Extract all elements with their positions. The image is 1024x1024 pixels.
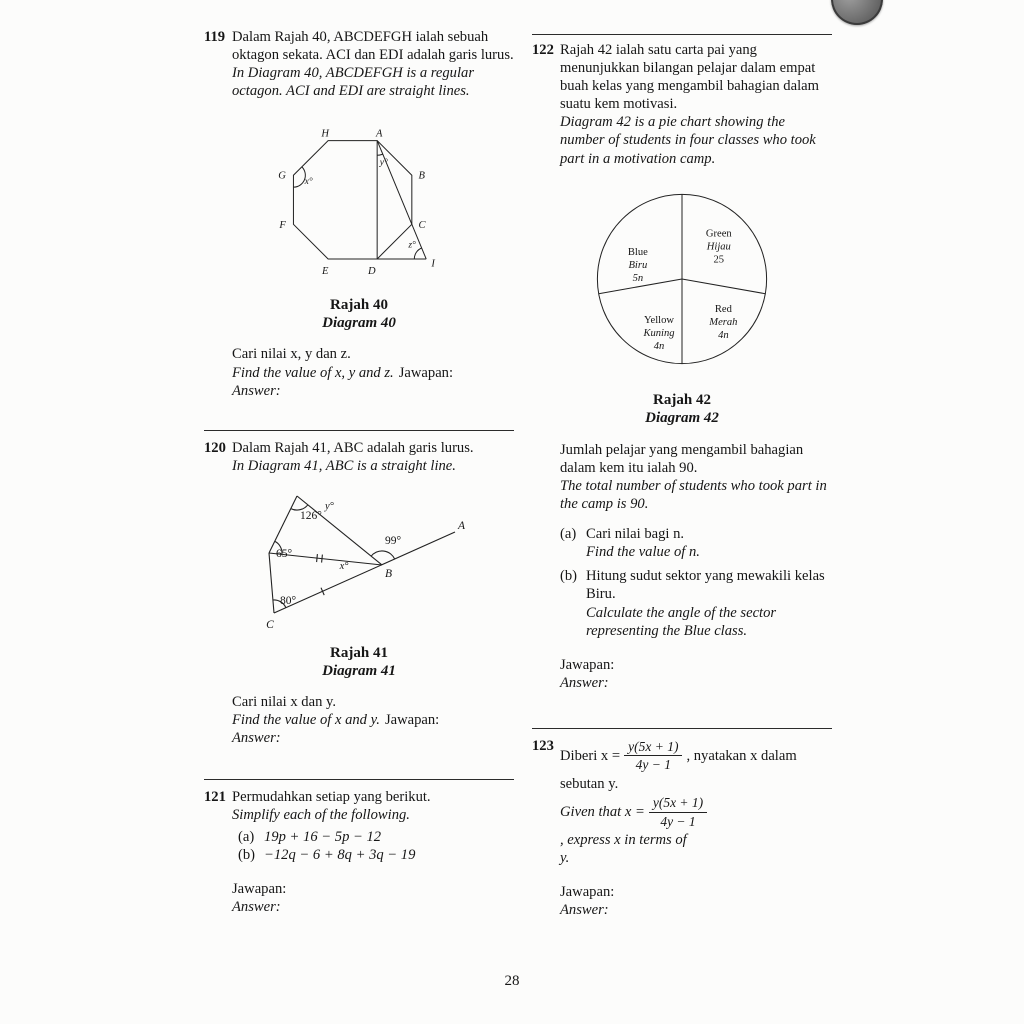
vertex-label-c: C — [418, 220, 426, 232]
sector-blue-name: Blue — [627, 246, 648, 258]
sector-red-value: 4n — [718, 329, 729, 341]
task-english: Find the value of x, y and z. — [232, 364, 394, 381]
sector-red-name-ms: Merah — [709, 316, 738, 328]
point-label-b: B — [384, 567, 392, 580]
question-122-answer — [560, 656, 832, 692]
vertex-label-g: G — [277, 171, 286, 183]
sector-green-name: Green — [705, 228, 732, 240]
item-b — [560, 567, 832, 639]
given-english: Given that x = — [560, 803, 645, 820]
state-malay: , nyatakan x dalam — [686, 747, 797, 764]
item-b-english: Calculate the angle of the sector representing the Blue class. — [586, 604, 777, 639]
section-divider — [204, 430, 514, 431]
jawapan-label: Jawapan: — [232, 880, 287, 897]
answer-label: Answer: — [232, 898, 281, 915]
item-b-malay: Hitung sudut sektor yang mewakili kelas Biru. — [586, 568, 825, 603]
answer-label: Answer: — [560, 902, 609, 919]
caption-english: Diagram 41 — [322, 663, 396, 680]
section-divider — [532, 34, 832, 35]
question-119-task — [232, 345, 514, 399]
fraction — [649, 795, 707, 829]
question-121-items — [238, 828, 514, 864]
question-122-number: 122 — [532, 42, 554, 58]
item-b-label: (b) — [238, 846, 256, 863]
jawapan-label: Jawapan: — [398, 364, 454, 381]
answer-label: Answer: — [232, 730, 281, 747]
question-120-number: 120 — [204, 439, 226, 456]
question-119 — [204, 28, 514, 400]
question-119-text-malay: Dalam Rajah 40, ABCDEFGH ialah sebuah oktagon sekata. ACI dan EDI adalah garis lurus. — [232, 29, 514, 64]
angles-diagram — [252, 483, 467, 635]
sector-red-name: Red — [714, 303, 732, 315]
question-123 — [532, 737, 832, 920]
note-english: The total number of students who took part in the camp is 90. — [560, 477, 827, 513]
question-121-text-malay: Permudahkan setiap yang berikut. — [232, 789, 431, 806]
vertex-label-i: I — [430, 258, 435, 270]
question-123-malay-cont: sebutan y. — [560, 775, 619, 792]
angle-z-label: z° — [407, 239, 416, 251]
question-120-text-english: In Diagram 41, ABC is a straight line. — [232, 457, 456, 474]
item-a — [560, 525, 832, 561]
item-a-expression: 19p + 16 − 5p − 12 — [264, 828, 382, 845]
pie-shape — [597, 194, 766, 363]
diagram-41-caption — [204, 644, 514, 680]
angle-80-label: 80° — [279, 594, 296, 607]
question-119-number: 119 — [204, 29, 226, 45]
octagon-diagram — [252, 108, 467, 287]
section-divider — [204, 779, 514, 780]
diagram-40-caption — [204, 296, 514, 332]
caption-malay: Rajah 42 — [653, 391, 711, 408]
question-120-task — [232, 693, 514, 747]
diagram-41-figure — [204, 483, 514, 640]
question-121 — [204, 788, 514, 916]
vertex-label-e: E — [321, 266, 328, 278]
question-122-text-english: Diagram 42 is a pie chart showing the number of students in four classes who took part in a motivation camp. — [560, 114, 816, 167]
question-120-text-malay: Dalam Rajah 41, ABC adalah garis lurus. — [232, 439, 474, 456]
diagram-40-figure — [204, 108, 514, 292]
fraction-numerator: y(5x + 1) — [649, 795, 707, 813]
diagram-42-figure — [532, 176, 832, 387]
diagram-42-caption — [532, 391, 832, 427]
question-123-english-cont: y. — [560, 850, 570, 867]
caption-malay: Rajah 40 — [330, 297, 388, 314]
note-malay: Jumlah pelajar yang mengambil bahagian dalam kem itu ialah 90. — [560, 441, 804, 476]
question-121-text-english: Simplify each of the following. — [232, 807, 410, 824]
sector-yellow-name-ms: Kuning — [643, 327, 675, 339]
fraction-numerator: y(5x + 1) — [624, 739, 682, 757]
sector-green-value: 25 — [713, 254, 725, 266]
question-122-text-malay: Rajah 42 ialah satu carta pai yang menunjukkan bilangan pelajar dalam empat buah kelas yang mengambil bahagian dalam suatu kem motivasi. — [560, 42, 819, 113]
right-column — [532, 34, 832, 919]
state-english: , express x in terms of — [560, 832, 687, 849]
angle-126-label: 126° — [299, 509, 322, 522]
vertex-label-h: H — [320, 129, 329, 141]
jawapan-label: Jawapan: — [560, 884, 615, 901]
sector-blue-value: 5n — [632, 272, 644, 284]
jawapan-label: Jawapan: — [384, 712, 440, 729]
angle-x-label: x° — [339, 560, 348, 572]
sector-yellow-value: 4n — [653, 340, 665, 352]
task-malay: Cari nilai x, y dan z. — [232, 346, 351, 363]
section-divider — [532, 728, 832, 729]
jawapan-label: Jawapan: — [560, 656, 615, 673]
question-119-text-english: In Diagram 40, ABCDEFGH is a regular octagon. ACI and EDI are straight lines. — [232, 65, 475, 100]
fraction-denominator: 4y − 1 — [635, 757, 671, 773]
given-malay: Diberi x = — [560, 747, 621, 764]
octagon-shape — [293, 141, 426, 259]
angle-x-label: x° — [304, 176, 313, 188]
point-label-c: C — [265, 618, 274, 631]
item-b-expression: −12q − 6 + 8q + 3q − 19 — [264, 846, 416, 863]
sector-yellow-name: Yellow — [643, 314, 675, 326]
corner-sticker — [831, 0, 883, 25]
angle-y-label: y° — [379, 157, 388, 169]
item-a-label: (a) — [238, 828, 255, 845]
answer-label: Answer: — [560, 674, 609, 691]
item-b-label: (b) — [560, 568, 578, 585]
angle-99-label: 99° — [384, 534, 401, 547]
question-123-number: 123 — [532, 737, 554, 754]
item-a-english: Find the value of n. — [586, 544, 700, 561]
sector-blue-name-ms: Biru — [628, 259, 648, 271]
question-121-number: 121 — [204, 789, 226, 806]
angles-shape — [269, 496, 455, 613]
page-number: 28 — [504, 973, 520, 989]
vertex-label-d: D — [367, 266, 376, 278]
fraction-denominator: 4y − 1 — [660, 813, 696, 829]
item-a — [238, 828, 514, 846]
question-123-answer — [560, 883, 832, 919]
left-column — [204, 28, 514, 916]
item-a-label: (a) — [560, 526, 577, 543]
question-122 — [532, 41, 832, 692]
item-a-malay: Cari nilai bagi n. — [586, 526, 685, 543]
caption-malay: Rajah 41 — [330, 645, 388, 662]
vertex-label-b: B — [418, 171, 425, 183]
point-label-a: A — [457, 519, 465, 532]
question-121-answer — [232, 880, 514, 916]
question-123-english-line — [560, 793, 832, 849]
task-malay: Cari nilai x dan y. — [232, 694, 337, 711]
pie-chart — [579, 176, 785, 382]
question-122-items — [560, 525, 832, 640]
caption-english: Diagram 40 — [322, 315, 396, 332]
angle-y-label: y° — [324, 500, 334, 512]
question-123-malay-line — [560, 737, 832, 775]
answer-label: Answer: — [232, 382, 281, 399]
caption-english: Diagram 42 — [645, 409, 719, 426]
question-122-note — [560, 441, 832, 513]
fraction — [624, 739, 682, 773]
sector-green-name-ms: Hijau — [706, 241, 731, 253]
vertex-label-f: F — [278, 220, 286, 232]
vertex-label-a: A — [375, 129, 382, 141]
angle-65-label: 65° — [275, 547, 292, 560]
task-english: Find the value of x and y. — [232, 712, 380, 729]
item-b — [238, 846, 514, 864]
question-120 — [204, 439, 514, 748]
